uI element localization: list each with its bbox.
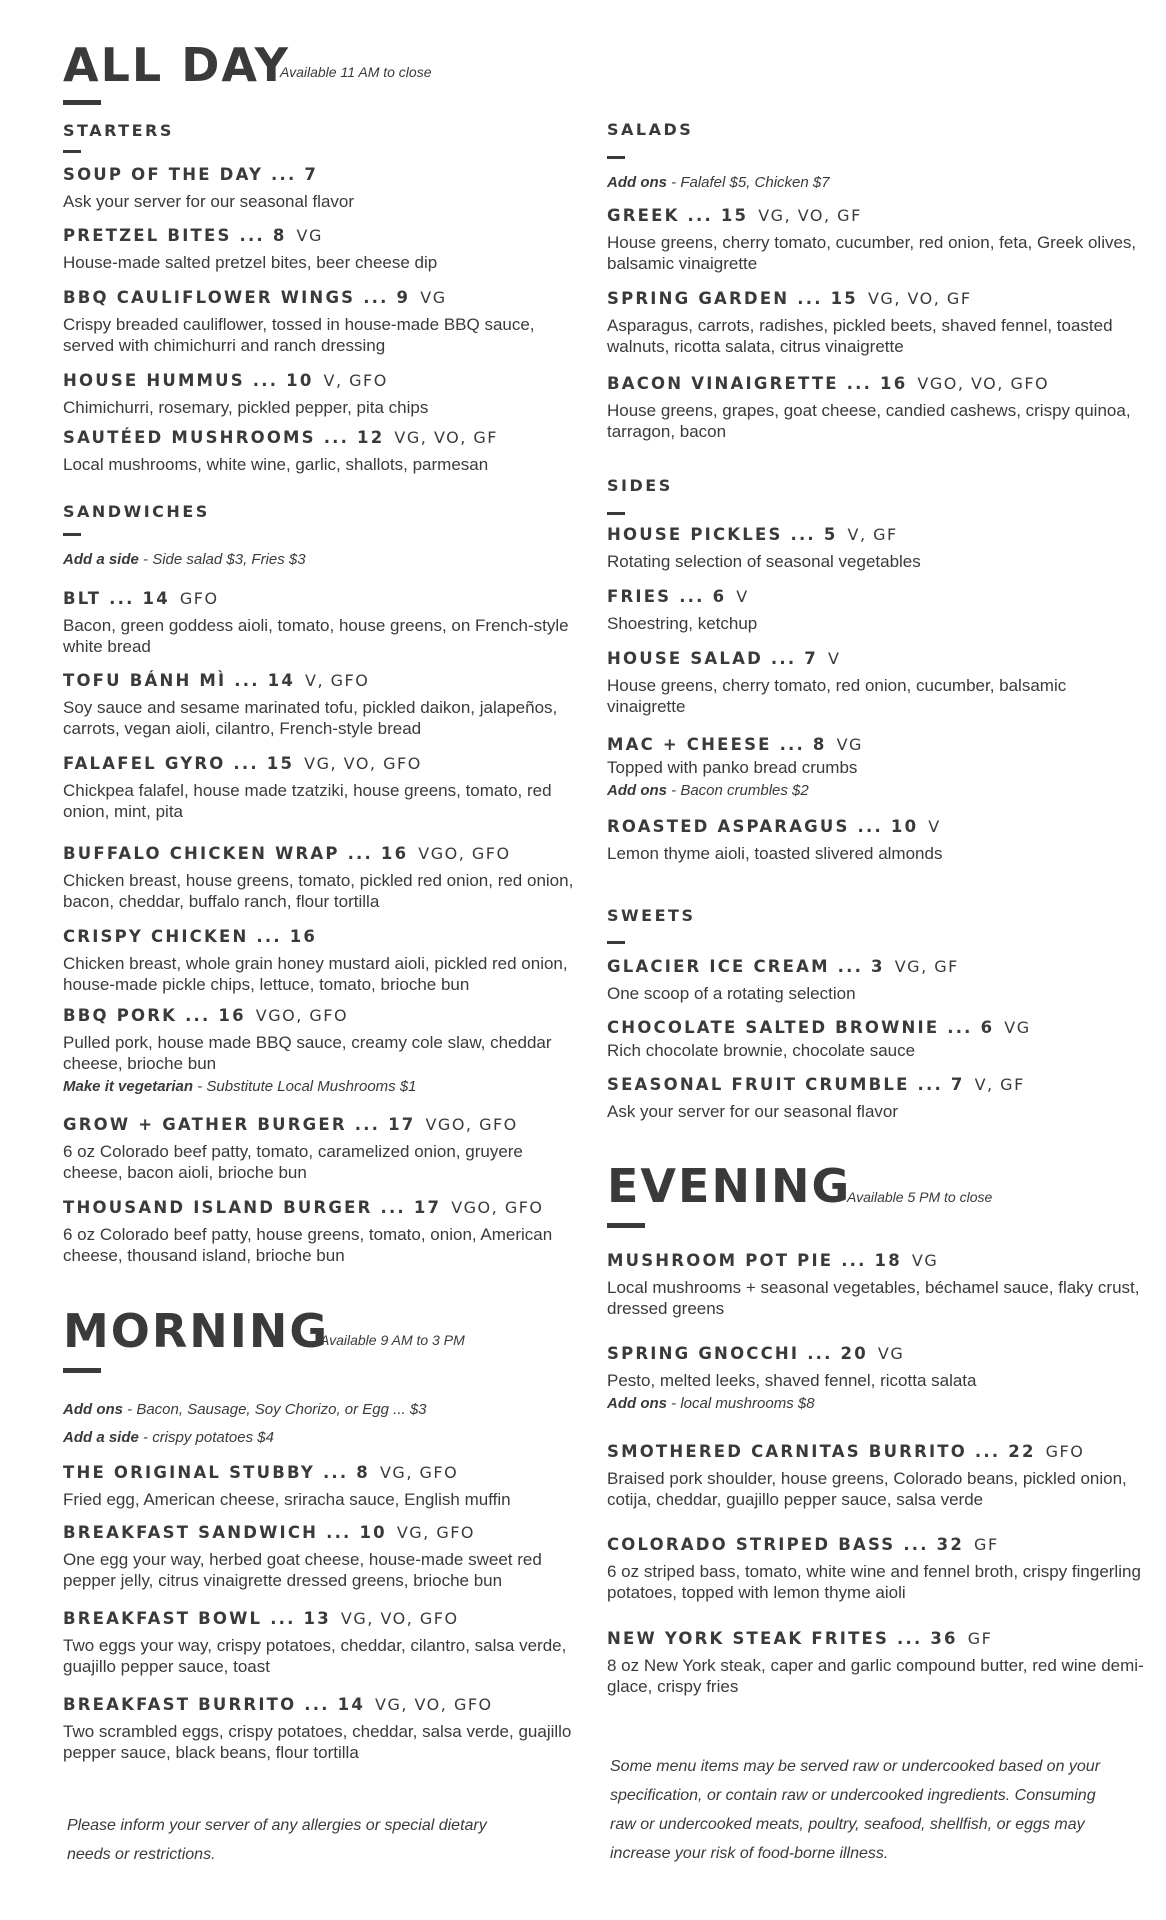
item-description: Local mushrooms + seasonal vegetables, béchamel sauce, flaky crust, dressed greens [607,1278,1140,1318]
item-description: Local mushrooms, white wine, garlic, shallots, parmesan [63,455,489,474]
evening-title: EVENING [607,1159,852,1213]
item-description: Chicken breast, whole grain honey mustard aioli, pickled red onion, house-made pickle chips, lettuce, tomato, brioche bun [63,954,568,994]
item-name: SEASONAL FRUIT CRUMBLE ... 7 V, GF [607,1075,1025,1094]
menu-item [607,1441,1147,1510]
menu-item [63,753,583,822]
item-description: Two eggs your way, crispy potatoes, cheddar, cilantro, salsa verde, guajillo pepper sauce, toast [63,1636,567,1676]
item-name: BBQ PORK ... 16 VGO, GFO [63,1006,349,1025]
item-description: Soy sauce and sesame marinated tofu, pickled daikon, jalapeños, carrots, vegan aioli, cilantro, French-style bread [63,698,558,738]
item-name: CRISPY CHICKEN ... 16 [63,927,318,946]
item-description: One egg your way, herbed goat cheese, house-made sweet red pepper jelly, citrus vinaigrette dressed greens, brioche bun [63,1550,542,1590]
all-day-rule [63,100,101,105]
item-extra-note: Add ons - local mushrooms $8 [607,1395,815,1412]
item-description: House greens, cherry tomato, cucumber, red onion, feta, Greek olives, balsamic vinaigrette [607,233,1137,273]
item-extra-note: Make it vegetarian - Substitute Local Mushrooms $1 [63,1078,417,1095]
menu-item [607,586,1147,634]
item-description: Chicken breast, house greens, tomato, pickled red onion, red onion, bacon, cheddar, buffalo ranch, flour tortilla [63,871,574,911]
menu-item [607,956,1147,1004]
item-name: THE ORIGINAL STUBBY ... 8 VG, GFO [63,1463,459,1482]
item-name: BREAKFAST BOWL ... 13 VG, VO, GFO [63,1609,459,1628]
menu-item [63,1005,583,1095]
item-description: Two scrambled eggs, crispy potatoes, cheddar, salsa verde, guajillo pepper sauce, black beans, flour tortilla [63,1722,572,1762]
item-name: GLACIER ICE CREAM ... 3 VG, GF [607,957,959,976]
item-name: PRETZEL BITES ... 8 VG [63,226,323,245]
item-description: House greens, grapes, goat cheese, candied cashews, crispy quinoa, tarragon, bacon [607,401,1131,441]
item-name: SMOTHERED CARNITAS BURRITO ... 22 GFO [607,1442,1085,1461]
menu-item [63,1197,583,1266]
all-day-availability: Available 11 AM to close [280,64,432,80]
menu-item [63,225,583,273]
menu-item [63,1694,583,1763]
item-description: House-made salted pretzel bites, beer cheese dip [63,253,438,272]
item-description: Ask your server for our seasonal flavor [607,1102,899,1121]
morning-rule [63,1368,101,1373]
item-description: Braised pork shoulder, house greens, Colorado beans, pickled onion, cotija, cheddar, guajillo pepper sauce, salsa verde [607,1469,1127,1509]
menu-item [607,734,1147,799]
item-description: House greens, cherry tomato, red onion, cucumber, balsamic vinaigrette [607,676,1067,716]
menu-item [607,648,1147,717]
item-description: Rich chocolate brownie, chocolate sauce [607,1041,916,1060]
menu-item [63,1114,583,1183]
item-description: Chickpea falafel, house made tzatziki, house greens, tomato, red onion, mint, pita [63,781,552,821]
item-name: SPRING GARDEN ... 15 VG, VO, GF [607,289,972,308]
item-name: BUFFALO CHICKEN WRAP ... 16 VGO, GFO [63,844,511,863]
menu-item [63,670,583,739]
menu-item [63,588,583,657]
menu-item [63,926,583,995]
menu-item [607,205,1147,274]
item-name: SAUTÉED MUSHROOMS ... 12 VG, VO, GF [63,428,498,447]
morning-availability: Available 9 AM to 3 PM [320,1332,465,1348]
sides-heading: SIDES [607,476,673,495]
menu-item [607,1074,1147,1122]
item-description: Lemon thyme aioli, toasted slivered almonds [607,844,943,863]
evening-rule [607,1223,645,1228]
menu-item [607,524,1147,572]
item-name: THOUSAND ISLAND BURGER ... 17 VGO, GFO [63,1198,544,1217]
menu-item [63,164,583,212]
menu-item [63,370,583,418]
menu-item [607,288,1147,357]
item-name: ROASTED ASPARAGUS ... 10 V [607,817,941,836]
sandwiches-heading: SANDWICHES [63,502,210,521]
item-name: BACON VINAIGRETTE ... 16 VGO, VO, GFO [607,374,1050,393]
item-name: HOUSE PICKLES ... 5 V, GF [607,525,898,544]
item-description: Chimichurri, rosemary, pickled pepper, pita chips [63,398,429,417]
morning-addons-note: Add ons - Bacon, Sausage, Soy Chorizo, or Egg ... $3 [63,1401,427,1418]
allergy-footnote: Please inform your server of any allergies or special dietary needs or restrictions. [67,1817,487,1863]
item-name: TOFU BÁNH MÌ ... 14 V, GFO [63,671,370,690]
evening-availability: Available 5 PM to close [847,1189,993,1205]
all-day-title: ALL DAY [63,38,290,92]
item-name: HOUSE SALAD ... 7 V [607,649,841,668]
starters-rule [63,150,81,153]
morning-side-note: Add a side - crispy potatoes $4 [63,1429,274,1446]
item-description: Fried egg, American cheese, sriracha sauce, English muffin [63,1490,511,1509]
morning-title: MORNING [63,1304,330,1358]
item-name: BLT ... 14 GFO [63,589,219,608]
sandwiches-rule [63,533,81,536]
item-description: Topped with panko bread crumbs [607,758,858,777]
item-description: 6 oz Colorado beef patty, tomato, caramelized onion, gruyere cheese, bacon aioli, brioche bun [63,1142,523,1182]
menu-item [63,1608,583,1677]
menu-item [63,427,583,475]
item-description: Ask your server for our seasonal flavor [63,192,355,211]
raw-food-warning: Some menu items may be served raw or undercooked based on your specification, or contain raw or undercooked ingredients. Consuming raw or undercooked meats, poultry, seafood, shellfish, or eggs may increase your risk of food-borne illness. [610,1758,1101,1862]
item-name: BREAKFAST BURRITO ... 14 VG, VO, GFO [63,1695,493,1714]
sweets-rule [607,941,625,944]
item-description: Shoestring, ketchup [607,614,758,633]
item-name: SPRING GNOCCHI ... 20 VG [607,1344,905,1363]
menu-item [607,1250,1147,1319]
item-description: Pesto, melted leeks, shaved fennel, ricotta salata [607,1371,977,1390]
salads-rule [607,156,625,159]
item-name: GREEK ... 15 VG, VO, GF [607,206,862,225]
sides-rule [607,512,625,515]
item-description: 6 oz striped bass, tomato, white wine and fennel broth, crispy fingerling potatoes, topped with lemon thyme aioli [607,1562,1141,1602]
item-name: BBQ CAULIFLOWER WINGS ... 9 VG [63,288,447,307]
item-description: 6 oz Colorado beef patty, house greens, tomato, onion, American cheese, thousand island, brioche bun [63,1225,553,1265]
add-side-note: Add a side - Side salad $3, Fries $3 [63,551,306,568]
sweets-heading: SWEETS [607,906,696,925]
menu-item [63,843,583,912]
item-name: FRIES ... 6 V [607,587,749,606]
item-name: GROW + GATHER BURGER ... 17 VGO, GFO [63,1115,518,1134]
item-description: One scoop of a rotating selection [607,984,856,1003]
menu-item [607,1534,1147,1603]
menu-item [63,1462,583,1510]
item-extra-note: Add ons - Bacon crumbles $2 [607,782,809,799]
menu-item [607,373,1147,442]
menu-item [607,816,1147,864]
item-description: Asparagus, carrots, radishes, pickled beets, shaved fennel, toasted walnuts, ricotta salata, citrus vinaigrette [607,316,1113,356]
item-description: 8 oz New York steak, caper and garlic compound butter, red wine demi-glace, crispy fries [607,1656,1144,1696]
item-name: CHOCOLATE SALTED BROWNIE ... 6 VG [607,1018,1031,1037]
starters-heading: STARTERS [63,121,174,140]
menu-item [607,1628,1147,1697]
salads-heading: SALADS [607,120,694,139]
item-description: Bacon, green goddess aioli, tomato, house greens, on French-style white bread [63,616,569,656]
item-name: FALAFEL GYRO ... 15 VG, VO, GFO [63,754,422,773]
menu-item [607,1017,1147,1061]
menu-item [607,1343,1147,1412]
item-name: HOUSE HUMMUS ... 10 V, GFO [63,371,388,390]
menu-item [63,287,583,356]
salads-addons-note: Add ons - Falafel $5, Chicken $7 [607,174,830,191]
item-name: MAC + CHEESE ... 8 VG [607,735,863,754]
item-name: SOUP OF THE DAY ... 7 [63,165,319,184]
item-description: Pulled pork, house made BBQ sauce, creamy cole slaw, cheddar cheese, brioche bun [63,1033,552,1073]
item-name: BREAKFAST SANDWICH ... 10 VG, GFO [63,1523,476,1542]
item-description: Rotating selection of seasonal vegetables [607,552,921,571]
item-name: MUSHROOM POT PIE ... 18 VG [607,1251,939,1270]
menu-item [63,1522,583,1591]
item-name: NEW YORK STEAK FRITES ... 36 GF [607,1629,993,1648]
item-description: Crispy breaded cauliflower, tossed in house-made BBQ sauce, served with chimichurri and ranch dressing [63,315,535,355]
item-name: COLORADO STRIPED BASS ... 32 GF [607,1535,999,1554]
